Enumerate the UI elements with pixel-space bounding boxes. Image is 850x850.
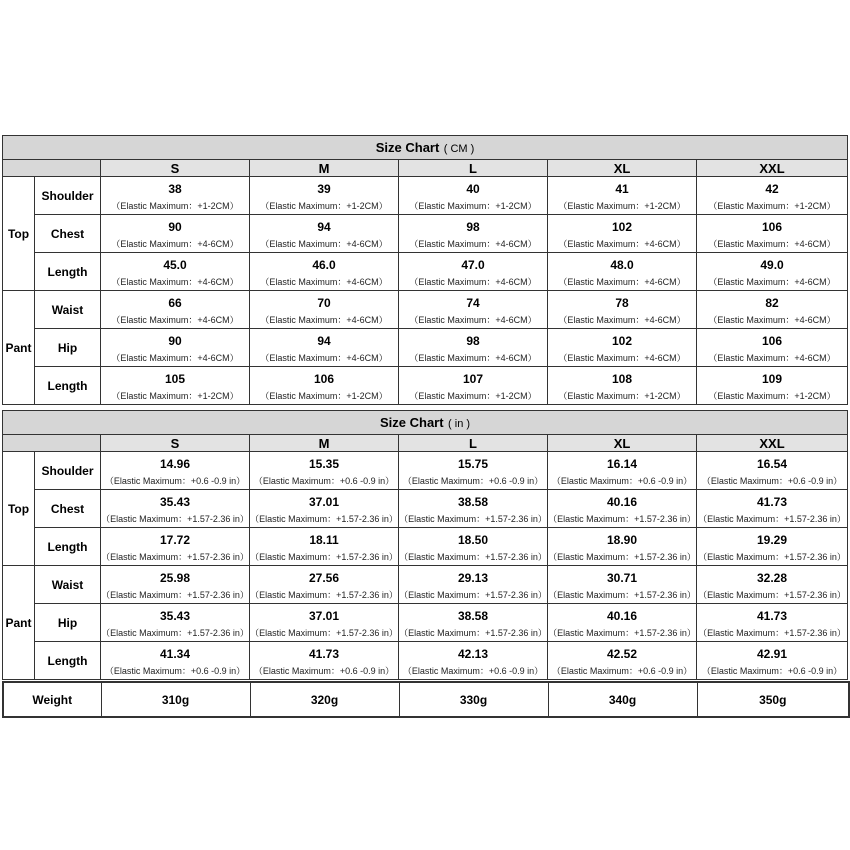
measure-cell	[399, 329, 548, 367]
elastic-note: （Elastic Maximum：+0.6 -0.9 in）	[701, 665, 843, 676]
elastic-note: （Elastic Maximum：+0.6 -0.9 in）	[402, 475, 544, 486]
measure-cell	[548, 253, 697, 291]
measure-value: 35.43	[159, 608, 191, 623]
elastic-note: （Elastic Maximum：+0.6 -0.9 in）	[701, 475, 843, 486]
elastic-note: （Elastic Maximum：+4-6CM）	[708, 276, 836, 287]
weight-value: 340g	[548, 682, 697, 717]
measure-cell	[250, 490, 399, 528]
measure-label: Chest	[35, 215, 101, 253]
measure-cell	[250, 642, 399, 680]
elastic-note: （Elastic Maximum：+1-2CM）	[558, 200, 686, 211]
measure-label: Length	[35, 642, 101, 680]
elastic-note: （Elastic Maximum：+4-6CM）	[558, 352, 686, 363]
measure-label: Shoulder	[35, 452, 101, 490]
measure-value: 18.50	[457, 532, 489, 547]
measure-value: 40	[466, 181, 480, 196]
measure-value: 45.0	[163, 257, 187, 272]
elastic-note: （Elastic Maximum：+1.57-2.36 in）	[548, 551, 696, 562]
measure-value: 41.73	[757, 608, 788, 623]
elastic-note: （Elastic Maximum：+0.6 -0.9 in）	[402, 665, 544, 676]
measure-cell	[399, 253, 548, 291]
table-row	[3, 215, 848, 253]
table-row	[3, 329, 848, 367]
measure-value: 35.43	[159, 494, 191, 509]
elastic-note: （Elastic Maximum：+1-2CM）	[409, 200, 537, 211]
measure-value: 32.28	[757, 570, 788, 585]
elastic-note: （Elastic Maximum：+4-6CM）	[409, 314, 537, 325]
elastic-note: （Elastic Maximum：+1.57-2.36 in）	[399, 627, 547, 638]
chart-unit: ( CM )	[443, 142, 475, 155]
measure-cell	[101, 528, 250, 566]
size-header: M	[250, 160, 399, 177]
measure-cell	[101, 291, 250, 329]
elastic-note: （Elastic Maximum：+1.57-2.36 in）	[399, 513, 547, 524]
measure-value: 38.58	[457, 494, 489, 509]
measure-value: 66	[168, 295, 182, 310]
measure-value: 19.29	[757, 532, 788, 547]
elastic-note: （Elastic Maximum：+0.6 -0.9 in）	[551, 665, 693, 676]
elastic-note: （Elastic Maximum：+1-2CM）	[260, 390, 388, 401]
elastic-note: （Elastic Maximum：+1.57-2.36 in）	[698, 513, 846, 524]
measure-value: 40.16	[606, 494, 638, 509]
measure-value: 42.52	[606, 646, 638, 661]
elastic-note: （Elastic Maximum：+1.57-2.36 in）	[101, 627, 249, 638]
measure-cell	[399, 604, 548, 642]
measure-label: Waist	[35, 566, 101, 604]
elastic-note: （Elastic Maximum：+4-6CM）	[558, 238, 686, 249]
weight-value: 330g	[399, 682, 548, 717]
table-row	[3, 490, 848, 528]
measure-cell	[101, 215, 250, 253]
measure-cell	[548, 215, 697, 253]
measure-cell	[399, 291, 548, 329]
table-row	[3, 642, 848, 680]
measure-value: 25.98	[159, 570, 191, 585]
measure-value: 42.13	[457, 646, 489, 661]
measure-value: 82	[765, 295, 779, 310]
chart-title-text: Size Chart	[375, 139, 440, 155]
measure-value: 98	[466, 219, 480, 234]
elastic-note: （Elastic Maximum：+1.57-2.36 in）	[250, 627, 398, 638]
measure-cell	[250, 528, 399, 566]
measure-cell	[250, 215, 399, 253]
measure-cell	[697, 215, 848, 253]
measure-value: 42.91	[757, 646, 788, 661]
elastic-note: （Elastic Maximum：+1.57-2.36 in）	[399, 551, 547, 562]
table-row	[3, 291, 848, 329]
measure-value: 78	[615, 295, 629, 310]
weight-label: Weight	[3, 682, 101, 717]
weight-value: 350g	[697, 682, 849, 717]
table-row	[3, 604, 848, 642]
measure-cell	[101, 604, 250, 642]
elastic-note: （Elastic Maximum：+0.6 -0.9 in）	[253, 475, 395, 486]
measure-value: 74	[466, 295, 480, 310]
measure-value: 90	[168, 219, 182, 234]
elastic-note: （Elastic Maximum：+1.57-2.36 in）	[698, 551, 846, 562]
measure-cell	[250, 291, 399, 329]
measure-value: 38	[168, 181, 182, 196]
measure-value: 39	[317, 181, 331, 196]
measure-value: 18.11	[309, 532, 339, 547]
measure-cell	[548, 490, 697, 528]
elastic-note: （Elastic Maximum：+4-6CM）	[111, 352, 239, 363]
elastic-note: （Elastic Maximum：+4-6CM）	[708, 314, 836, 325]
measure-value: 41.73	[308, 646, 340, 661]
measure-cell	[548, 329, 697, 367]
size-header: XXL	[697, 435, 848, 452]
measure-value: 38.58	[457, 608, 489, 623]
elastic-note: （Elastic Maximum：+4-6CM）	[708, 352, 836, 363]
table-row	[3, 253, 848, 291]
size-header: L	[399, 160, 548, 177]
measure-cell	[399, 452, 548, 490]
measure-cell	[548, 604, 697, 642]
measure-cell	[250, 253, 399, 291]
elastic-note: （Elastic Maximum：+0.6 -0.9 in）	[551, 475, 693, 486]
measure-cell	[101, 367, 250, 405]
measure-cell	[101, 452, 250, 490]
elastic-note: （Elastic Maximum：+1-2CM）	[260, 200, 388, 211]
elastic-note: （Elastic Maximum：+1-2CM）	[558, 390, 686, 401]
measure-cell	[548, 566, 697, 604]
measure-cell	[399, 367, 548, 405]
measure-cell	[101, 490, 250, 528]
size-header: XXL	[697, 160, 848, 177]
elastic-note: （Elastic Maximum：+1-2CM）	[111, 390, 239, 401]
measure-cell	[250, 177, 399, 215]
measure-value: 106	[762, 333, 783, 348]
measure-value: 106	[762, 219, 783, 234]
measure-value: 49.0	[760, 257, 784, 272]
size-chart-table-inch	[2, 410, 848, 680]
measure-value: 108	[611, 371, 633, 386]
measure-cell	[548, 291, 697, 329]
size-header: XL	[548, 160, 697, 177]
measure-value: 17.72	[159, 532, 191, 547]
measure-cell	[399, 215, 548, 253]
measure-cell	[548, 642, 697, 680]
measure-cell	[697, 642, 848, 680]
measure-cell	[250, 604, 399, 642]
measure-value: 37.01	[308, 608, 340, 623]
table-row	[3, 452, 848, 490]
elastic-note: （Elastic Maximum：+4-6CM）	[260, 314, 388, 325]
measure-value: 37.01	[308, 494, 340, 509]
measure-cell	[399, 566, 548, 604]
measure-value: 94	[317, 333, 331, 348]
measure-cell	[399, 642, 548, 680]
measure-cell	[697, 452, 848, 490]
elastic-note: （Elastic Maximum：+1.57-2.36 in）	[698, 589, 846, 600]
weight-table	[2, 681, 850, 718]
measure-cell	[101, 642, 250, 680]
chart-title	[3, 411, 848, 435]
measure-cell	[250, 452, 399, 490]
measure-cell	[697, 566, 848, 604]
measure-value: 98	[466, 333, 480, 348]
measure-value: 107	[462, 371, 484, 386]
measure-cell	[399, 490, 548, 528]
measure-value: 40.16	[606, 608, 638, 623]
measure-cell	[101, 253, 250, 291]
measure-label: Chest	[35, 490, 101, 528]
measure-label: Hip	[35, 329, 101, 367]
elastic-note: （Elastic Maximum：+1.57-2.36 in）	[101, 589, 249, 600]
elastic-note: （Elastic Maximum：+1.57-2.36 in）	[698, 627, 846, 638]
elastic-note: （Elastic Maximum：+4-6CM）	[558, 276, 686, 287]
size-header: L	[399, 435, 548, 452]
measure-value: 47.0	[461, 257, 485, 272]
weight-value: 310g	[101, 682, 250, 717]
elastic-note: （Elastic Maximum：+1-2CM）	[111, 200, 239, 211]
measure-cell	[548, 528, 697, 566]
elastic-note: （Elastic Maximum：+0.6 -0.9 in）	[253, 665, 395, 676]
measure-cell	[697, 177, 848, 215]
elastic-note: （Elastic Maximum：+1.57-2.36 in）	[101, 513, 249, 524]
measure-cell	[399, 528, 548, 566]
measure-cell	[697, 490, 848, 528]
elastic-note: （Elastic Maximum：+1.57-2.36 in）	[548, 627, 696, 638]
measure-value: 14.96	[159, 456, 191, 471]
measure-cell	[101, 329, 250, 367]
measure-cell	[697, 291, 848, 329]
measure-value: 70	[317, 295, 331, 310]
measure-cell	[101, 566, 250, 604]
measure-value: 109	[762, 371, 783, 386]
elastic-note: （Elastic Maximum：+4-6CM）	[111, 314, 239, 325]
table-row	[3, 528, 848, 566]
measure-value: 16.54	[757, 456, 788, 471]
measure-cell	[697, 528, 848, 566]
group-label: Pant	[3, 566, 35, 680]
elastic-note: （Elastic Maximum：+1.57-2.36 in）	[399, 589, 547, 600]
elastic-note: （Elastic Maximum：+1.57-2.36 in）	[250, 513, 398, 524]
measure-value: 102	[611, 333, 633, 348]
measure-value: 18.90	[606, 532, 638, 547]
size-chart-table-cm	[2, 135, 848, 405]
elastic-note: （Elastic Maximum：+1.57-2.36 in）	[101, 551, 249, 562]
measure-value: 106	[313, 371, 335, 386]
size-header: M	[250, 435, 399, 452]
measure-value: 102	[611, 219, 633, 234]
size-header: S	[101, 160, 250, 177]
elastic-note: （Elastic Maximum：+1.57-2.36 in）	[548, 589, 696, 600]
header-corner	[3, 435, 101, 452]
table-row	[3, 367, 848, 405]
measure-cell	[697, 604, 848, 642]
measure-cell	[399, 177, 548, 215]
group-label: Top	[3, 452, 35, 566]
weight-value: 320g	[250, 682, 399, 717]
elastic-note: （Elastic Maximum：+1-2CM）	[409, 390, 537, 401]
measure-value: 48.0	[610, 257, 634, 272]
table-row	[3, 177, 848, 215]
elastic-note: （Elastic Maximum：+4-6CM）	[409, 276, 537, 287]
measure-cell	[548, 177, 697, 215]
measure-cell	[250, 367, 399, 405]
elastic-note: （Elastic Maximum：+0.6 -0.9 in）	[104, 665, 246, 676]
measure-value: 90	[168, 333, 182, 348]
table-row	[3, 566, 848, 604]
elastic-note: （Elastic Maximum：+4-6CM）	[260, 276, 388, 287]
elastic-note: （Elastic Maximum：+4-6CM）	[260, 352, 388, 363]
size-header: S	[101, 435, 250, 452]
elastic-note: （Elastic Maximum：+1.57-2.36 in）	[250, 589, 398, 600]
chart-unit: ( in )	[448, 417, 471, 430]
measure-value: 15.75	[457, 456, 489, 471]
measure-label: Length	[35, 367, 101, 405]
elastic-note: （Elastic Maximum：+1.57-2.36 in）	[548, 513, 696, 524]
measure-label: Hip	[35, 604, 101, 642]
elastic-note: （Elastic Maximum：+4-6CM）	[111, 238, 239, 249]
measure-value: 41	[615, 181, 629, 196]
header-corner	[3, 160, 101, 177]
elastic-note: （Elastic Maximum：+4-6CM）	[111, 276, 239, 287]
group-label: Top	[3, 177, 35, 291]
measure-cell	[101, 177, 250, 215]
measure-value: 30.71	[606, 570, 638, 585]
elastic-note: （Elastic Maximum：+4-6CM）	[708, 238, 836, 249]
measure-cell	[697, 367, 848, 405]
measure-label: Waist	[35, 291, 101, 329]
elastic-note: （Elastic Maximum：+1-2CM）	[708, 200, 836, 211]
elastic-note: （Elastic Maximum：+1.57-2.36 in）	[250, 551, 398, 562]
measure-value: 41.34	[159, 646, 191, 661]
chart-title	[3, 136, 848, 160]
size-header: XL	[548, 435, 697, 452]
elastic-note: （Elastic Maximum：+1-2CM）	[708, 390, 836, 401]
measure-cell	[548, 367, 697, 405]
measure-cell	[250, 566, 399, 604]
measure-value: 15.35	[308, 456, 340, 471]
measure-label: Length	[35, 253, 101, 291]
measure-cell	[548, 452, 697, 490]
measure-cell	[697, 253, 848, 291]
measure-value: 46.0	[312, 257, 336, 272]
measure-value: 29.13	[457, 570, 489, 585]
measure-value: 94	[317, 219, 331, 234]
group-label: Pant	[3, 291, 35, 405]
measure-label: Shoulder	[35, 177, 101, 215]
measure-cell	[697, 329, 848, 367]
measure-value: 16.14	[606, 456, 638, 471]
chart-title-text: Size Chart	[380, 414, 444, 430]
elastic-note: （Elastic Maximum：+0.6 -0.9 in）	[104, 475, 246, 486]
measure-value: 105	[164, 371, 186, 386]
elastic-note: （Elastic Maximum：+4-6CM）	[558, 314, 686, 325]
elastic-note: （Elastic Maximum：+4-6CM）	[409, 238, 537, 249]
measure-value: 41.73	[757, 494, 788, 509]
elastic-note: （Elastic Maximum：+4-6CM）	[409, 352, 537, 363]
elastic-note: （Elastic Maximum：+4-6CM）	[260, 238, 388, 249]
measure-value: 27.56	[308, 570, 340, 585]
measure-label: Length	[35, 528, 101, 566]
measure-value: 42	[765, 181, 779, 196]
measure-cell	[250, 329, 399, 367]
